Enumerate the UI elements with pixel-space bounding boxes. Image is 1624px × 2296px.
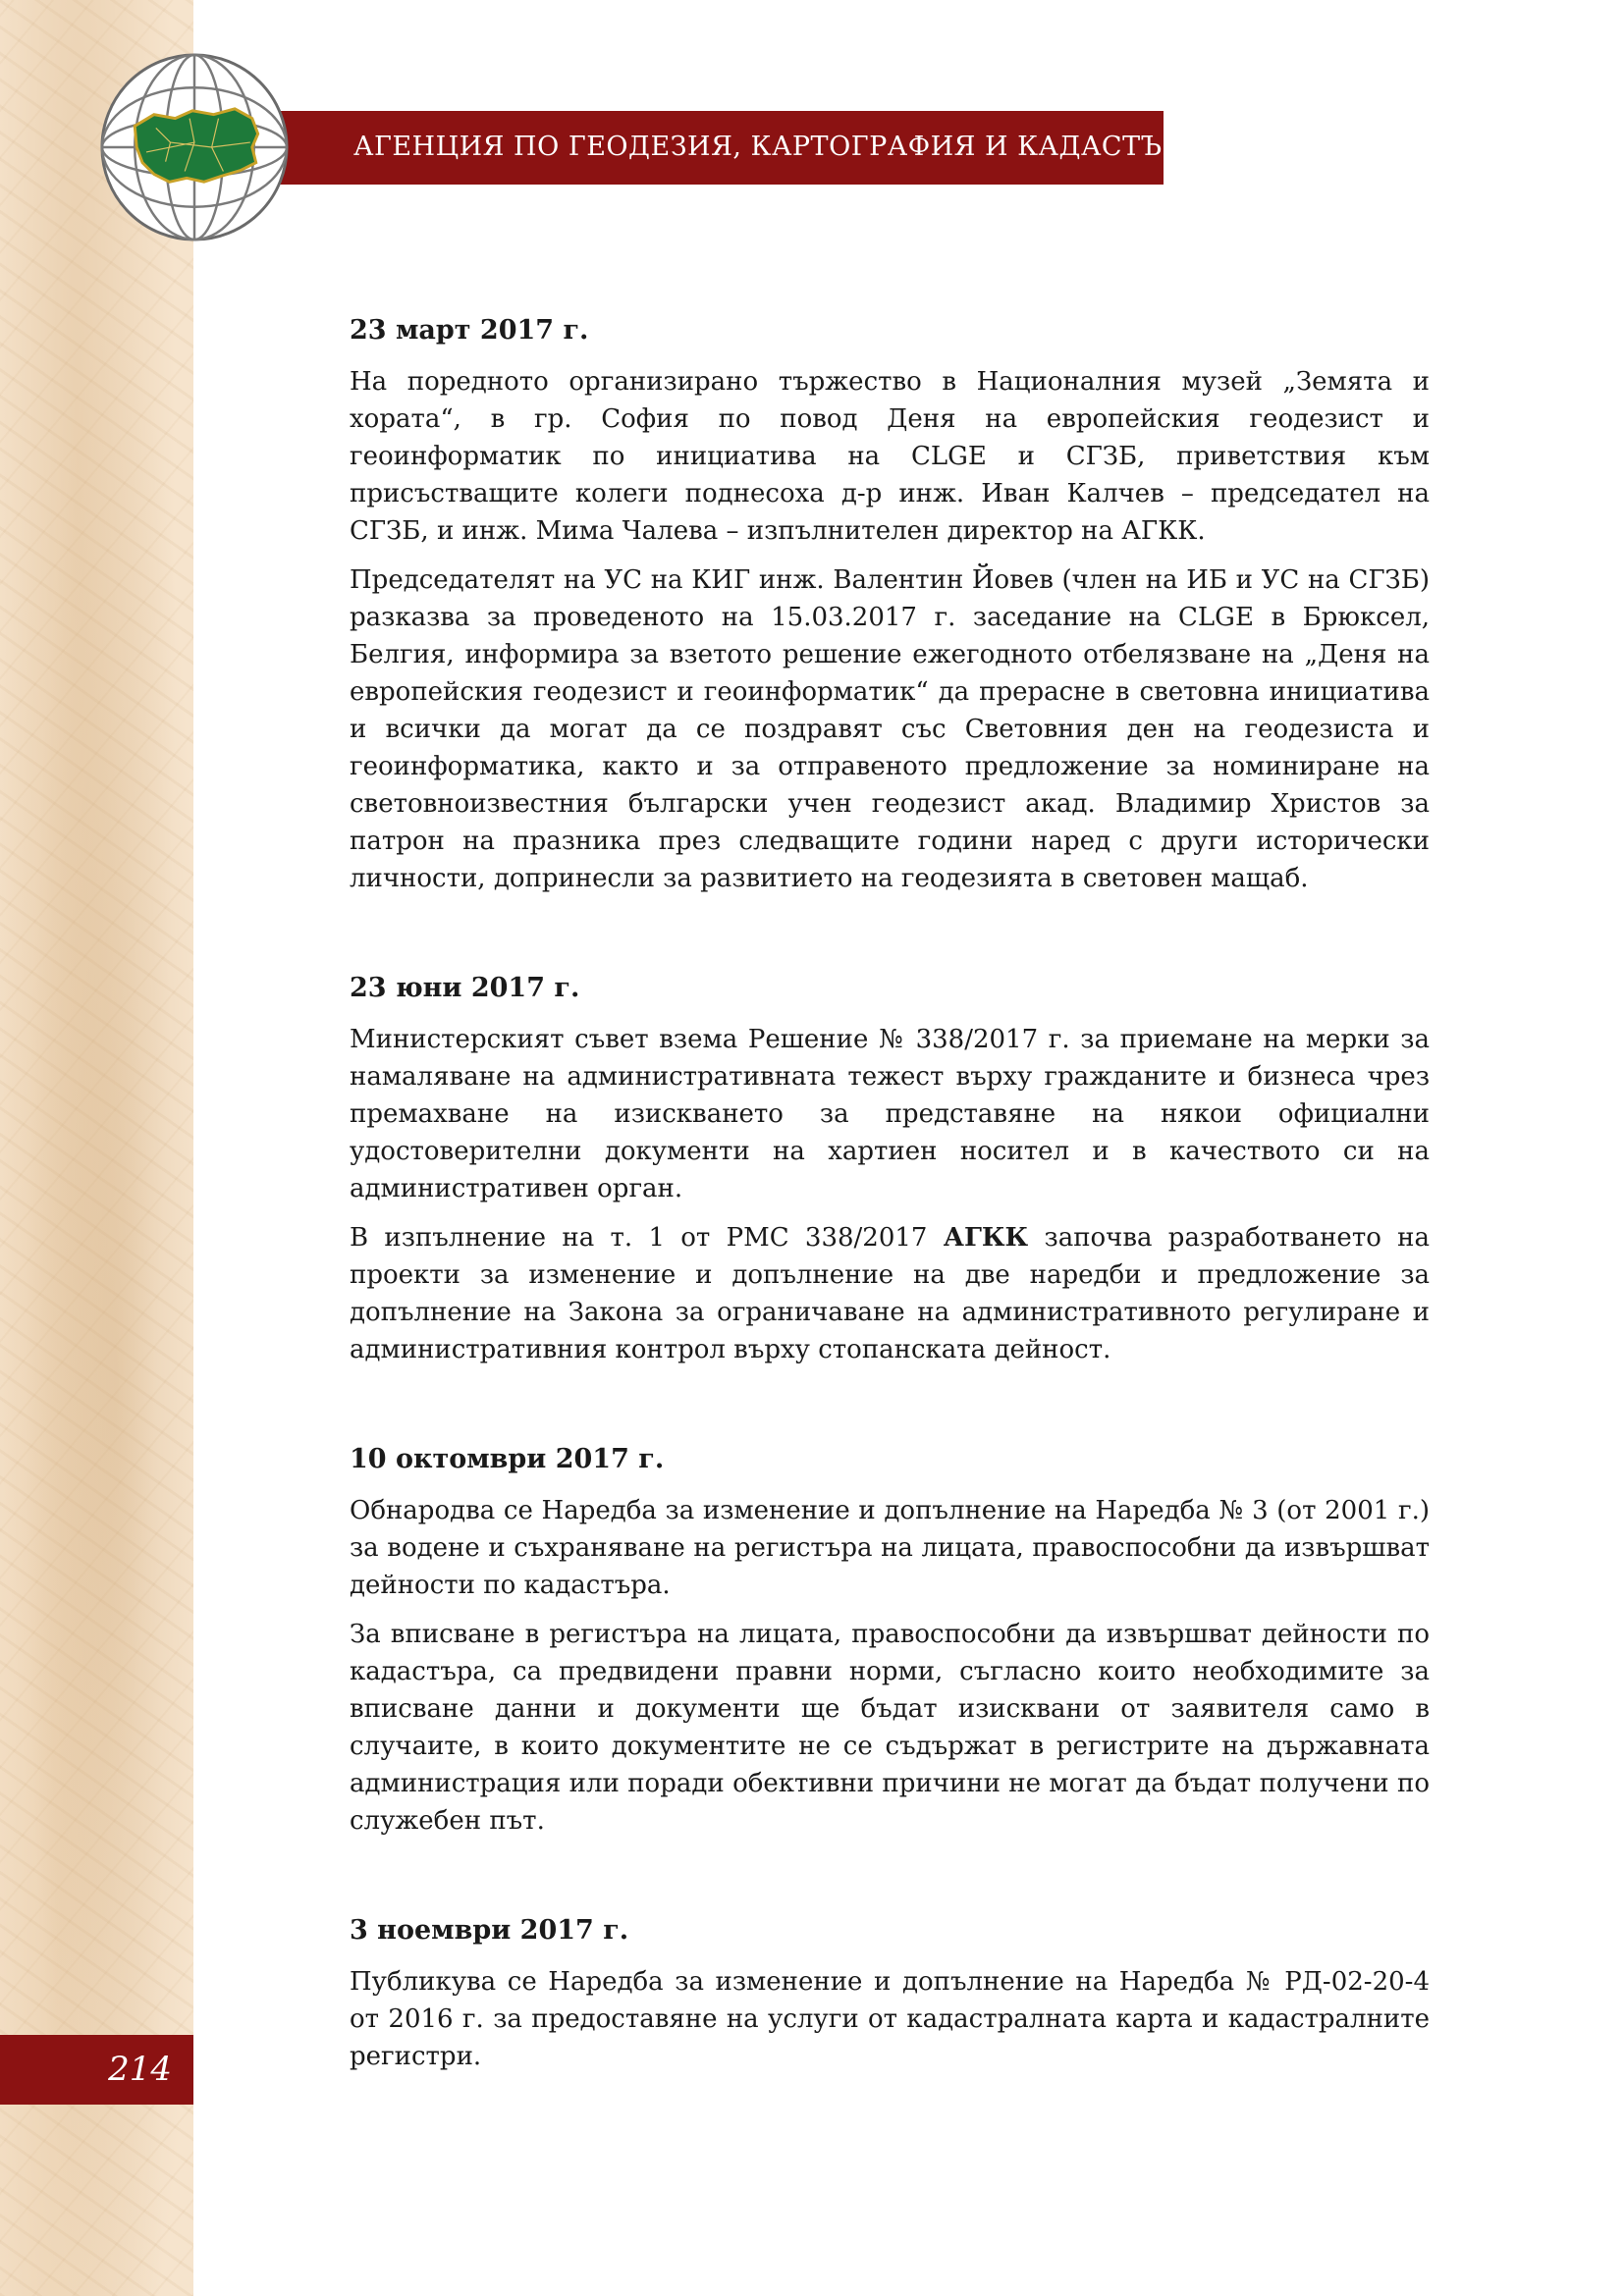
chronicle-entry <box>350 312 1430 897</box>
entry-paragraph <box>350 1219 1430 1368</box>
page-number: 214 <box>108 2050 172 2089</box>
entry-paragraph: Публикува се Наредба за изменение и допълнение на Наредба № РД-02-20-4 от 2016 г. за предоставяне на услуги от кадастралната карта и кадастралните регистри. <box>350 1967 1430 2071</box>
entry-date: 23 юни 2017 г. <box>350 973 580 1003</box>
entry-date: 23 март 2017 г. <box>350 315 589 346</box>
main-content <box>350 312 1430 2087</box>
entry-paragraph: Министерският съвет взема Решение № 338/2017 г. за приемане на мерки за намаляване на административната тежест върху гражданите и бизнеса чрез премахване на изискването за представяне на някои официални удостоверителни документи на хартиен носител и в качеството си на административен орган. <box>350 1025 1430 1203</box>
globe-logo-icon <box>98 51 291 243</box>
decorative-side-strip <box>0 0 193 2296</box>
entry-text: В изпълнение на т. 1 от РМС 338/2017 <box>350 1223 944 1253</box>
agency-title: АГЕНЦИЯ ПО ГЕОДЕЗИЯ, КАРТОГРАФИЯ И КАДАСТЪР <box>353 132 1181 162</box>
section-gap <box>350 1851 1430 1912</box>
entry-paragraph: Председателят на УС на КИГ инж. Валентин Йовев (член на ИБ и УС на СГЗБ) разказва за проведеното на 15.03.2017 г. заседание на CLGE в Брюксел, Белгия, информира за взетото решение ежегодното отбелязване на „Деня на европейския геодезист и геоинформатик“ да прерасне в световна инициатива и всички да могат да се поздравят със Световния ден на геодезиста и геоинформатика, както и за отправеното предложение за номиниране на световноизвестния български учен геодезист акад. Владимир Христов за патрон на празника през следващите години наред с други исторически личности, допринесли за развитието на геодезията в световен мащаб. <box>350 565 1430 893</box>
chronicle-entry <box>350 970 1430 1368</box>
agency-abbreviation: АГКК <box>943 1223 1029 1253</box>
entry-paragraph: За вписване в регистъра на лицата, правоспособни да извършват дейности по кадастъра, са предвидени правни норми, съгласно които необходимите за вписване данни и документи ще бъдат изисквани от заявителя само в случаите, в които документите не се съдържат в регистрите на държавната администрация или поради обективни причини не могат да бъдат получени по служебен път. <box>350 1620 1430 1836</box>
section-gap <box>350 1380 1430 1441</box>
chronicle-entry <box>350 1441 1430 1840</box>
entry-paragraph: Обнародва се Наредба за изменение и допълнение на Наредба № 3 (от 2001 г.) за водене и съхраняване на регистъра на лицата, правоспособни да извършват дейности по кадастъра. <box>350 1496 1430 1600</box>
entry-date: 10 октомври 2017 г. <box>350 1444 665 1474</box>
entry-paragraph: На поредното организирано тържество в Националния музей „Земята и хората“, в гр. София по повод Деня на европейския геодезист и геоинформатик по инициатива на CLGE и СГЗБ, приветствия към присъстващите колеги поднесоха д-р инж. Иван Калчев – председател на СГЗБ, и инж. Мима Чалева – изпълнителен директор на АГКК. <box>350 367 1430 546</box>
entry-date: 3 ноември 2017 г. <box>350 1915 629 1946</box>
entry-text: започва разработването на проекти за изменение и допълнение на две наредби и предложение за допълнение на Закона за ограничаване на административното регулиране и административния контрол върху стопанската дейност. <box>350 1223 1430 1364</box>
chronicle-entry <box>350 1912 1430 2075</box>
section-gap <box>350 909 1430 970</box>
